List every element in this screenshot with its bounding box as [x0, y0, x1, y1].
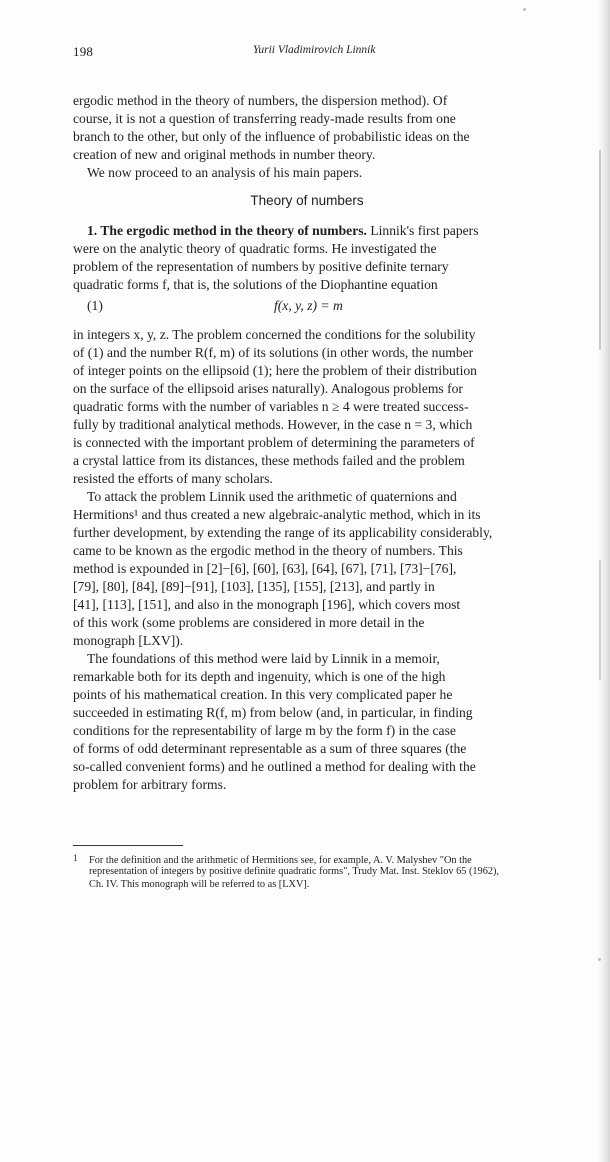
text-line: [79], [80], [84], [89]−[91], [103], [135], [155], [213], and partly in: [73, 579, 435, 594]
paragraph-lead: 1. The ergodic method in the theory of numbers.: [87, 223, 367, 238]
footnote-line: Ch. IV. This monograph will be referred to as [LXV].: [89, 879, 310, 890]
text-line: method is expounded in [2]−[6], [60], [63], [64], [67], [71], [73]−[76],: [73, 561, 457, 576]
text-line: of forms of odd determinant representable as a sum of three squares (the: [73, 741, 467, 756]
page-header: [73, 44, 543, 62]
text-line: conditions for the representability of large m by the form f) in the case: [73, 723, 456, 738]
text-line: quadratic forms with the number of variables n ≥ 4 were treated success-: [73, 399, 469, 414]
text-line: branch to the other, but only of the influence of probabilistic ideas on the: [73, 129, 470, 144]
equation-number: (1): [87, 298, 103, 313]
text-line: came to be known as the ergodic method in the theory of numbers. This: [73, 543, 463, 558]
equation-body: f(x, y, z) = m: [274, 298, 343, 313]
body-text: [73, 92, 603, 794]
text-line: course, it is not a question of transferring ready-made results from one: [73, 111, 456, 126]
running-head: Yurii Vladimirovich Linnik: [253, 44, 376, 56]
scan-speck: [523, 8, 526, 11]
page-number: 198: [73, 44, 94, 59]
text-line: is connected with the important problem of determining the parameters of: [73, 435, 475, 450]
text-line: on the surface of the ellipsoid arises naturally). Analogous problems for: [73, 381, 463, 396]
text-line: remarkable both for its depth and ingenuity, which is one of the high: [73, 669, 446, 684]
footnote-text: For the definition and the arithmetic of Hermitions see, for example, A. V. Malyshev "On the: [89, 855, 472, 866]
text-line: were on the analytic theory of quadratic forms. He investigated the: [73, 241, 437, 256]
text-line: of (1) and the number R(f, m) of its solutions (in other words, the number: [73, 345, 474, 360]
text-line: of integer points on the ellipsoid (1); here the problem of their distribution: [73, 363, 477, 378]
text-line: quadratic forms f, that is, the solutions of the Diophantine equation: [73, 277, 438, 292]
text-line: problem of the representation of numbers by positive definite ternary: [73, 259, 449, 274]
text-line: [73, 222, 603, 240]
text-line: problem for arbitrary forms.: [73, 777, 227, 792]
text-line: fully by traditional analytical methods. However, in the case n = 3, which: [73, 417, 473, 432]
text-line: [41], [113], [151], and also in the monograph [196], which covers most: [73, 597, 461, 612]
text-line: creation of new and original methods in number theory.: [73, 147, 376, 162]
text-line: succeeded in estimating R(f, m) from below (and, in particular, in finding: [73, 705, 473, 720]
text-line: so-called convenient forms) and he outlined a method for dealing with the: [73, 759, 476, 774]
text-line: The foundations of this method were laid by Linnik in a memoir,: [87, 651, 440, 666]
text-line: points of his mathematical creation. In this very complicated paper he: [73, 687, 453, 702]
text-run: Linnik's first papers: [366, 223, 479, 238]
display-equation: [73, 296, 603, 322]
text-line: To attack the problem Linnik used the arithmetic of quaternions and: [87, 489, 457, 504]
text-line: We now proceed to an analysis of his main papers.: [87, 165, 363, 180]
footnote-line: [73, 852, 603, 865]
text-line: further development, by extending the range of its applicability considerably,: [73, 525, 493, 540]
footnote-rule: [73, 845, 183, 846]
text-line: ergodic method in the theory of numbers, the dispersion method). Of: [73, 93, 448, 108]
text-line: Hermitions¹ and thus created a new algebraic-analytic method, which in its: [73, 507, 481, 522]
text-line: a crystal lattice from its distances, these methods failed and the problem: [73, 453, 465, 468]
text-line: resisted the efforts of many scholars.: [73, 471, 273, 486]
section-heading: Theory of numbers: [250, 193, 364, 208]
scan-speck: [598, 958, 601, 961]
text-line: monograph [LXV]).: [73, 633, 184, 648]
footnote-mark: 1: [73, 853, 78, 863]
footnote: [73, 852, 603, 891]
text-line: in integers x, y, z. The problem concerned the conditions for the solubility: [73, 327, 476, 342]
footnote-line: representation of integers by positive definite quadratic forms", Trudy Mat. Inst. Steklov 65 (1962),: [89, 866, 499, 877]
text-line: of this work (some problems are considered in more detail in the: [73, 615, 425, 630]
